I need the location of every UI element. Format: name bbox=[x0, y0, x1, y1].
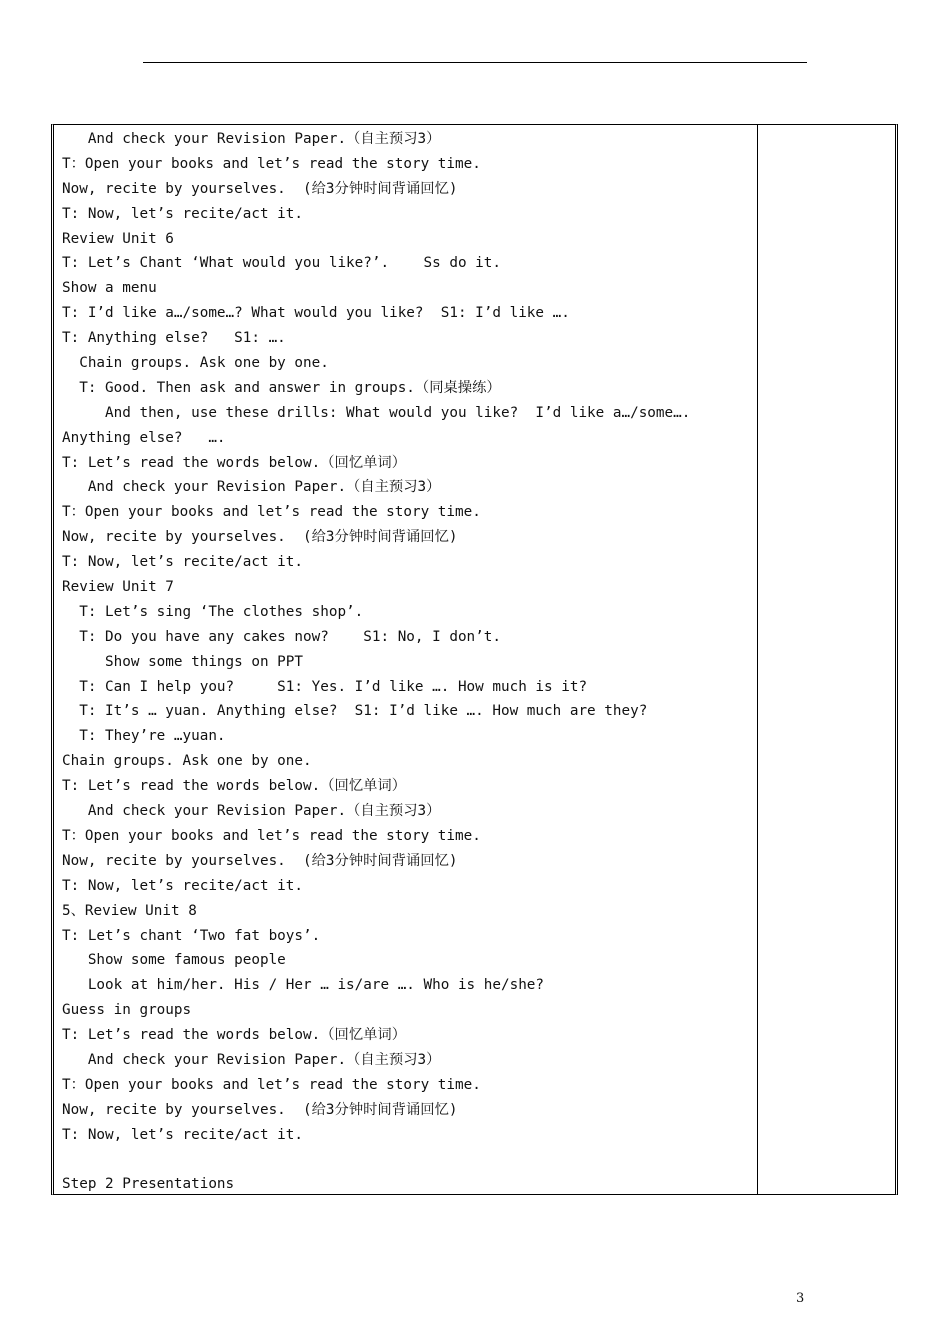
lesson-line: 5、Review Unit 8 bbox=[62, 902, 197, 919]
lesson-line: Show some things on PPT bbox=[62, 653, 304, 670]
lesson-line: T：Open your books and let’s read the story time. bbox=[62, 504, 481, 521]
lesson-line: Chain groups. Ask one by one. bbox=[62, 355, 329, 372]
lesson-line: T: Anything else? S1: …. bbox=[62, 330, 286, 347]
header-rule bbox=[143, 62, 807, 63]
lesson-line: And then, use these drills: What would you like? I’d like a…/some…. bbox=[62, 404, 691, 421]
lesson-line: T: It’s … yuan. Anything else? S1: I’d like …. How much are they? bbox=[62, 703, 648, 720]
lesson-line: Guess in groups bbox=[62, 1002, 192, 1019]
lesson-line: Show some famous people bbox=[62, 952, 286, 969]
lesson-line: T: Good. Then ask and answer in groups.（同桌操练） bbox=[62, 379, 501, 396]
lesson-line: T: Let’s read the words below.（回忆单词） bbox=[62, 778, 407, 795]
lesson-line: Look at him/her. His / Her … is/are …. Who is he/she? bbox=[62, 977, 545, 994]
notes-cell bbox=[762, 125, 895, 1194]
lesson-line: Now, recite by yourselves. (给3分钟时间背诵回忆) bbox=[62, 529, 458, 546]
lesson-line: Now, recite by yourselves. (给3分钟时间背诵回忆) bbox=[62, 180, 458, 197]
lesson-line: Show a menu bbox=[62, 280, 157, 297]
lesson-line: T: Now, let’s recite/act it. bbox=[62, 877, 304, 894]
lesson-line: And check your Revision Paper.（自主预习3） bbox=[62, 803, 441, 820]
page-number: 3 bbox=[796, 1291, 805, 1306]
lesson-line: Review Unit 7 bbox=[62, 579, 174, 596]
lesson-line: T: Let’s Chant ‘What would you like?’. Ss do it. bbox=[62, 255, 501, 272]
lesson-line: T: Now, let’s recite/act it. bbox=[62, 554, 304, 571]
lesson-line: T：Open your books and let’s read the story time. bbox=[62, 1076, 481, 1093]
lesson-line: Chain groups. Ask one by one. bbox=[62, 753, 312, 770]
lesson-line: T: Let’s read the words below.（回忆单词） bbox=[62, 454, 407, 471]
lesson-line: T: Let’s read the words below.（回忆单词） bbox=[62, 1027, 407, 1044]
lesson-line: T: Do you have any cakes now? S1: No, I don’t. bbox=[62, 628, 501, 645]
column-divider bbox=[757, 125, 758, 1194]
lesson-line: T: They’re …yuan. bbox=[62, 728, 226, 745]
lesson-table bbox=[51, 124, 898, 1195]
lesson-line: Now, recite by yourselves. (给3分钟时间背诵回忆) bbox=[62, 852, 458, 869]
lesson-line: T: Let’s sing ‘The clothes shop’. bbox=[62, 603, 364, 620]
lesson-line: T: Can I help you? S1: Yes. I’d like …. How much is it? bbox=[62, 678, 588, 695]
lesson-line: T：Open your books and let’s read the story time. bbox=[62, 155, 481, 172]
lesson-line: T: I’d like a…/some…? What would you like? S1: I’d like …. bbox=[62, 305, 570, 322]
lesson-line: Now, recite by yourselves. (给3分钟时间背诵回忆) bbox=[62, 1101, 458, 1118]
lesson-line: T：Open your books and let’s read the story time. bbox=[62, 827, 481, 844]
lesson-line: Step 2 Presentations bbox=[62, 1176, 235, 1193]
lesson-line: And check your Revision Paper.（自主预习3） bbox=[62, 131, 441, 147]
lesson-line bbox=[62, 1148, 752, 1173]
procedure-cell bbox=[62, 127, 752, 1197]
lesson-line: And check your Revision Paper.（自主预习3） bbox=[62, 1051, 441, 1068]
lesson-line: And check your Revision Paper.（自主预习3） bbox=[62, 479, 441, 496]
lesson-line: T: Let’s chant ‘Two fat boys’. bbox=[62, 927, 321, 944]
lesson-line: Review Unit 6 bbox=[62, 230, 174, 247]
lesson-line: T: Now, let’s recite/act it. bbox=[62, 205, 304, 222]
lesson-line: Anything else? …. bbox=[62, 429, 226, 446]
lesson-line: T: Now, let’s recite/act it. bbox=[62, 1126, 304, 1143]
